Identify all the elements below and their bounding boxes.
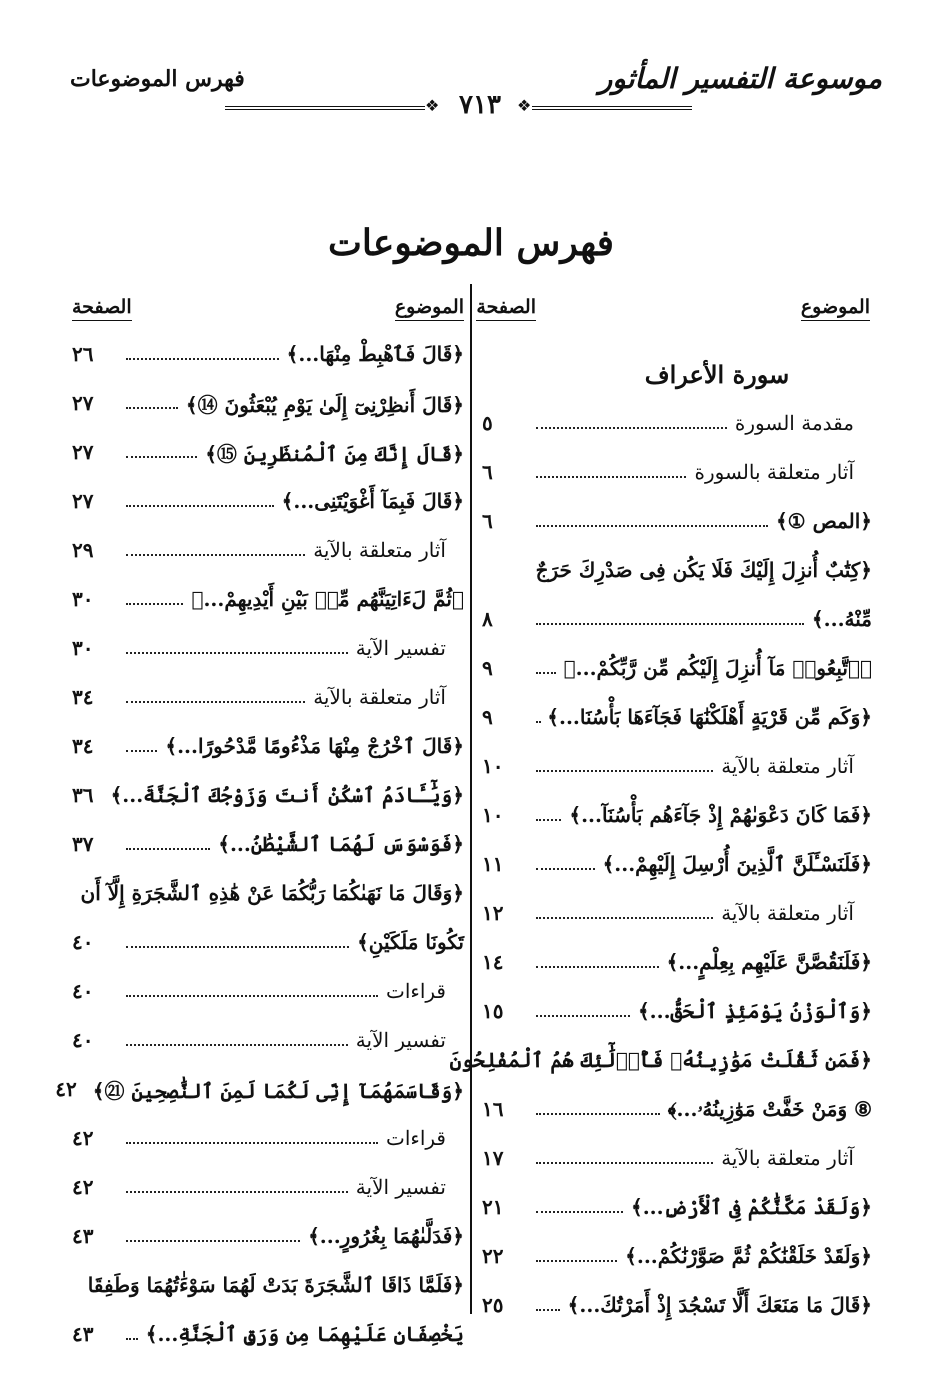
toc-page-number: ٣٤ xyxy=(72,734,94,758)
toc-entry xyxy=(72,530,464,570)
surah-heading xyxy=(482,354,872,394)
toc-entry-text: يَخْصِفَانِ عَلَيْهِمَا مِن وَرَقِ ٱلْجَنَّةِ...﴾ xyxy=(145,1322,464,1346)
toc-page-number: ١٠ xyxy=(482,803,504,827)
toc-entry xyxy=(482,1138,872,1178)
dot-leader xyxy=(126,505,274,507)
toc-entry xyxy=(482,599,872,639)
toc-entry xyxy=(482,893,872,933)
toc-entry-text: ﴿فَدَلَّىٰهُمَا بِغُرُورٍ...﴾ xyxy=(308,1224,464,1248)
dot-leader xyxy=(536,525,768,527)
toc-entry-text: ﴿قَالَ فَٱهْبِطْ مِنْهَا...﴾ xyxy=(286,342,464,366)
toc-entry-text: ﴿ثُمَّ لَءَاتِيَنَّهُم مِّنۢ بَيْنِ أَيْدِيهِمْ...﴾ xyxy=(191,587,464,611)
dot-leader xyxy=(126,848,210,850)
toc-entry xyxy=(72,628,464,668)
toc-entry xyxy=(72,579,464,619)
toc-page-number: ٩ xyxy=(482,705,493,729)
toc-entry-text: ﴿وَقَاسَمَهُمَآ إِنِّى لَكُمَا لَمِنَ ٱلنَّٰصِحِينَ ㉑﴾ xyxy=(92,1078,464,1103)
dot-leader xyxy=(126,750,157,752)
toc-page-number: ٢٦ xyxy=(72,342,94,366)
toc-page-number: ٤٢ xyxy=(72,1126,94,1150)
toc-entry xyxy=(72,1216,464,1256)
toc-entry-text: مِّنْهُ...﴾ xyxy=(811,607,872,631)
dot-leader xyxy=(126,1044,348,1046)
toc-entry-text: تفسير الآية xyxy=(355,636,446,660)
toc-page-number: ٣٧ xyxy=(72,832,94,856)
toc-entry xyxy=(72,1265,464,1305)
toc-page-number: ٤٣ xyxy=(72,1322,94,1346)
toc-entry-text: ⑧ وَمَنْ خَفَّتْ مَوَٰزِينُهُۥ...﴾ xyxy=(667,1097,872,1121)
toc-entry-text: ﴿وَيَٰٓـَٔادَمُ ٱسْكُنْ أَنتَ وَزَوْجُكَ ٱلْجَنَّةَ...﴾ xyxy=(110,783,464,807)
toc-entry-text: ﴿فَمَن ثَقُلَتْ مَوَٰزِينُهُۥ فَأُو۟لَٰٓئِكَ هُمُ ٱلْمُفْلِحُونَ xyxy=(449,1048,872,1072)
ornament-icon: ❖ xyxy=(425,96,440,115)
dot-leader xyxy=(536,1113,660,1115)
toc-entry-text: ﴿قَالَ مَا مَنَعَكَ أَلَّا تَسْجُدَ إِذْ أَمَرْتُكَ...﴾ xyxy=(567,1293,872,1317)
toc-page-number: ٤٠ xyxy=(72,979,94,1003)
dot-leader xyxy=(536,427,727,429)
dot-leader xyxy=(126,456,197,458)
toc-page-number: ١٤ xyxy=(482,950,504,974)
dot-leader xyxy=(536,1162,713,1164)
right-topic-header: الموضوع xyxy=(801,296,870,321)
toc-entry-text: ﴿فَوَسْوَسَ لَهُمَا ٱلشَّيْطَٰنُ...﴾ xyxy=(218,832,464,856)
toc-entry xyxy=(482,942,872,982)
toc-entry xyxy=(72,383,464,423)
toc-entry-text: ﴿قَالَ فَبِمَآ أَغْوَيْتَنِى...﴾ xyxy=(281,489,464,513)
toc-entry xyxy=(482,501,872,541)
toc-entry-text: ﴿وَٱلْوَزْنُ يَوْمَئِذٍ ٱلْحَقُّ...﴾ xyxy=(637,999,872,1023)
dot-leader xyxy=(126,603,183,605)
toc-page-number: ٣٠ xyxy=(72,587,94,611)
toc-entry-text: آثار متعلقة بالآية xyxy=(721,1146,854,1170)
page-title: فهرس الموضوعات xyxy=(327,222,615,264)
toc-entry xyxy=(55,1069,464,1109)
toc-entry xyxy=(449,1040,872,1080)
toc-page-number: ٣٠ xyxy=(72,636,94,660)
dot-leader xyxy=(126,1338,138,1340)
running-header-section: فهرس الموضوعات xyxy=(70,66,245,92)
dot-leader xyxy=(536,966,659,968)
dot-leader xyxy=(126,1240,300,1242)
toc-entry-text: قراءات xyxy=(386,979,446,1003)
toc-page-number: ٢١ xyxy=(482,1195,504,1219)
toc-page-number: ٦ xyxy=(482,509,493,533)
toc-page-number: ٣٦ xyxy=(72,783,94,807)
toc-entry-text: ﴿فَلَمَّا ذَاقَا ٱلشَّجَرَةَ بَدَتْ لَهُمَا سَوْءَٰتُهُمَا وَطَفِقَا xyxy=(87,1273,464,1297)
dot-leader xyxy=(126,652,348,654)
right-page-header: الصفحة xyxy=(476,296,536,321)
toc-entry xyxy=(482,648,872,688)
toc-entry xyxy=(482,697,872,737)
toc-entry xyxy=(72,775,464,815)
toc-page-number: ٤٣ xyxy=(72,1224,94,1248)
dot-leader xyxy=(126,554,305,556)
toc-page-number: ٢٢ xyxy=(482,1244,504,1268)
toc-entry xyxy=(482,844,872,884)
toc-entry xyxy=(72,677,464,717)
dot-leader xyxy=(126,1191,348,1193)
toc-entry xyxy=(482,746,872,786)
toc-entry xyxy=(72,824,464,864)
toc-page-number: ٤٢ xyxy=(72,1175,94,1199)
book-brand: موسوعة التفسير المأثور xyxy=(598,62,882,95)
toc-entry xyxy=(72,1167,464,1207)
toc-page-number: ١٥ xyxy=(482,999,504,1023)
toc-entry xyxy=(72,1020,464,1060)
toc-entry-text: ﴿ٱتَّبِعُوا۟ مَآ أُنزِلَ إِلَيْكُم مِّن رَّبِّكُمْ...﴾ xyxy=(563,656,872,680)
toc-page-number: ٤٠ xyxy=(72,1028,94,1052)
toc-entry xyxy=(72,1118,464,1158)
toc-entry-text: سورة الأعراف xyxy=(644,359,790,389)
toc-entry-text: ﴿وَلَقَدْ خَلَقْنَٰكُمْ ثُمَّ صَوَّرْنَٰكُمْ...﴾ xyxy=(625,1244,872,1268)
toc-entry-text: ﴿المص ①﴾ xyxy=(775,509,872,533)
dot-leader xyxy=(536,721,539,723)
toc-entry-text: آثار متعلقة بالآية xyxy=(721,754,854,778)
dot-leader xyxy=(126,358,279,360)
header-rule-right xyxy=(532,106,692,110)
toc-entry xyxy=(482,1187,872,1227)
left-topic-header: الموضوع xyxy=(395,296,464,321)
toc-entry xyxy=(482,452,872,492)
toc-entry-text: ﴿فَمَا كَانَ دَعْوَىٰهُمْ إِذْ جَآءَهُم بَأْسُنَآ...﴾ xyxy=(569,803,872,827)
toc-page-number: ١١ xyxy=(482,852,504,876)
toc-entry-text: ﴿وَكَم مِّن قَرْيَةٍ أَهْلَكْنَٰهَا فَجَآءَهَا بَأْسُنَا...﴾ xyxy=(547,705,872,729)
toc-page-number: ١٢ xyxy=(482,901,504,925)
toc-entry xyxy=(482,1089,872,1129)
toc-entry-text: آثار متعلقة بالآية xyxy=(313,685,446,709)
toc-page-number: ٩ xyxy=(482,656,493,680)
dot-leader xyxy=(126,407,178,409)
toc-page-number: ٤٢ xyxy=(55,1077,77,1101)
dot-leader xyxy=(126,995,378,997)
toc-entry-text: ﴿كِتَٰبٌ أُنزِلَ إِلَيْكَ فَلَا يَكُن فِى صَدْرِكَ حَرَجٌ xyxy=(535,558,872,582)
toc-entry xyxy=(482,795,872,835)
right-column xyxy=(449,330,872,1320)
toc-page-number: ٢٧ xyxy=(72,391,94,415)
dot-leader xyxy=(126,946,349,948)
dot-leader xyxy=(536,868,595,870)
toc-entry-text: تَكُونَا مَلَكَيْنِ﴾ xyxy=(357,930,464,954)
dot-leader xyxy=(536,476,686,478)
ornament-icon: ❖ xyxy=(517,96,532,115)
toc-page-number: ٨ xyxy=(482,607,493,631)
toc-entry xyxy=(72,726,464,766)
toc-entry-text: ﴿قَالَ أَنظِرْنِىٓ إِلَىٰ يَوْمِ يُبْعَثُونَ ⑭﴾ xyxy=(185,392,464,417)
toc-page-number: ٣٤ xyxy=(72,685,94,709)
dot-leader xyxy=(536,623,804,625)
dot-leader xyxy=(536,770,713,772)
toc-entry-text: آثار متعلقة بالسورة xyxy=(694,460,854,484)
dot-leader xyxy=(536,917,713,919)
dot-leader xyxy=(126,701,305,703)
page-number: ٧١٣ xyxy=(459,90,501,120)
toc-page-number: ٢٧ xyxy=(72,440,94,464)
toc-entry-text: قراءات xyxy=(386,1126,446,1150)
dot-leader xyxy=(536,1309,560,1311)
toc-page-number: ١٦ xyxy=(482,1097,504,1121)
toc-page-number: ١٠ xyxy=(482,754,504,778)
toc-entry-text: ﴿وَلَقَدْ مَكَّنَّٰكُمْ فِى ٱلْأَرْضِ...﴾ xyxy=(631,1195,872,1219)
dot-leader xyxy=(536,1211,623,1213)
toc-entry xyxy=(72,873,464,913)
toc-page-number: ٢٧ xyxy=(72,489,94,513)
dot-leader xyxy=(536,1260,617,1262)
toc-entry-text: تفسير الآية xyxy=(355,1175,446,1199)
toc-entry xyxy=(72,1314,464,1354)
toc-page-number: ٢٩ xyxy=(72,538,94,562)
left-column xyxy=(55,330,464,1346)
toc-entry xyxy=(72,432,464,472)
dot-leader xyxy=(536,672,556,674)
toc-entry xyxy=(72,922,464,962)
dot-leader xyxy=(536,819,561,821)
toc-entry-text: ﴿وَقَالَ مَا نَهَىٰكُمَا رَبُّكُمَا عَنْ هَٰذِهِ ٱلشَّجَرَةِ إِلَّآ أَن xyxy=(80,881,464,905)
toc-entry-text: آثار متعلقة بالآية xyxy=(313,538,446,562)
dot-leader xyxy=(536,1015,630,1017)
toc-page-number: ٦ xyxy=(482,460,493,484)
toc-page-number: ١٧ xyxy=(482,1146,504,1170)
toc-entry-text: آثار متعلقة بالآية xyxy=(721,901,854,925)
toc-entry-text: ﴿قَالَ ٱخْرُجْ مِنْهَا مَذْءُومًا مَّدْحُورًا...﴾ xyxy=(165,734,464,758)
toc-page-number: ٢٥ xyxy=(482,1293,504,1317)
toc-entry-text: ﴿فَلَنَقُصَّنَّ عَلَيْهِم بِعِلْمٍ...﴾ xyxy=(666,950,872,974)
toc-page-number: ٥ xyxy=(482,411,493,435)
toc-entry-text: ﴿فَلَنَسْـَٔلَنَّ ٱلَّذِينَ أُرْسِلَ إِلَيْهِمْ...﴾ xyxy=(602,852,872,876)
toc-page-number: ٤٠ xyxy=(72,930,94,954)
column-divider xyxy=(470,284,472,1314)
dot-leader xyxy=(126,1142,378,1144)
toc-entry-text: تفسير الآية xyxy=(355,1028,446,1052)
toc-entry xyxy=(482,1236,872,1276)
toc-entry xyxy=(482,991,872,1031)
toc-entry xyxy=(72,481,464,521)
toc-entry xyxy=(482,550,872,590)
toc-entry xyxy=(72,971,464,1011)
toc-entry xyxy=(482,1285,872,1325)
toc-entry xyxy=(482,403,872,443)
toc-entry-text: مقدمة السورة xyxy=(734,411,854,435)
left-page-header: الصفحة xyxy=(72,296,132,321)
header-rule-left xyxy=(225,106,425,110)
toc-entry-text: ﴿قَالَ إِنَّكَ مِنَ ٱلْمُنظَرِينَ ⑮﴾ xyxy=(205,441,464,466)
toc-entry xyxy=(72,334,464,374)
